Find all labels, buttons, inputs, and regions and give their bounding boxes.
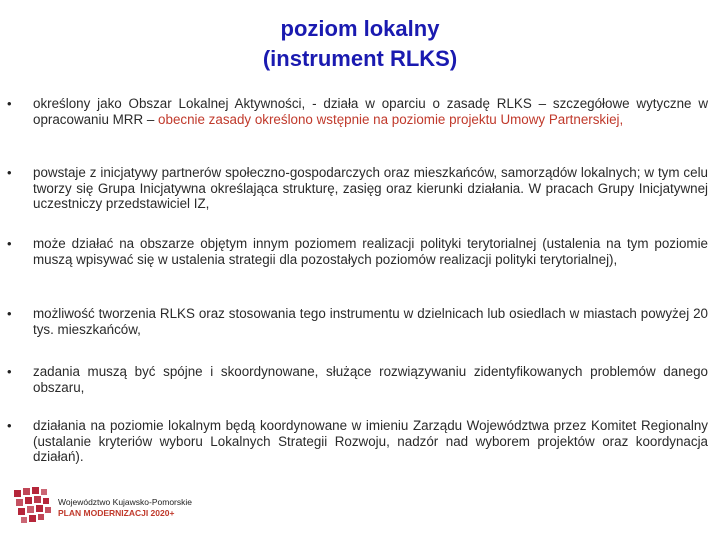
list-item-text-part: określony jako Obszar Lokalnej Aktywności, - działa w oparciu o zasadę RLKS – szczegółowe wytyczne w opracowaniu MRR – [33,96,708,127]
logo-text-region: Województwo Kujawsko-Pomorskie [58,497,193,507]
logo-text-plan: PLAN MODERNIZACJI 2020+ [58,508,175,518]
list-item-text: zadania muszą być spójne i skoordynowane, służące rozwiązywaniu zidentyfikowanych problemów danego obszaru, [33,364,708,395]
region-logo [12,484,232,528]
bullet-marker: • [7,364,12,379]
list-item-text: powstaje z inicjatywy partnerów społeczno-gospodarczych oraz mieszkańców, samorządów lokalnych; w tym celu tworzy się Grupa Inicjatywna określająca strukturę, zasięg oraz kierunki działania. W pracach Grupy Inicjatywnej uczestniczy przedstawiciel IZ, [33,165,708,212]
list-item-text: działania na poziomie lokalnym będą koordynowane w imieniu Zarządu Województwa przez Komitet Regionalny (ustalanie kryteriów wyboru Lokalnych Strategii Rozwoju, nadzór nad wyborem projektów oraz koordynacja działań). [33,418,708,465]
list-item-text: możliwość tworzenia RLKS oraz stosowania tego instrumentu w dzielnicach lub osiedlach w miastach powyżej 20 tys. mieszkańców, [33,306,708,337]
list-item-text-highlight: obecnie zasady określono wstępnie na poziomie projektu Umowy Partnerskiej, [158,111,624,127]
title-line-1: poziom lokalny [280,16,440,41]
list-item-text [33,96,708,127]
bullet-marker: • [7,165,12,180]
bullet-marker: • [7,236,12,251]
title-line-2: (instrument RLKS) [262,46,458,71]
bullet-marker: • [7,418,12,433]
bullet-marker: • [7,306,12,321]
bullet-marker: • [7,96,12,111]
slide-title [0,14,720,74]
region-logo-mark-icon [12,484,56,528]
list-item-text: może działać na obszarze objętym innym poziomem realizacji polityki terytorialnej (ustalenia na tym poziomie muszą wpisywać się w ustalenia strategii dla pozostałych poziomów realizacji polityki terytorialnej), [33,236,708,267]
